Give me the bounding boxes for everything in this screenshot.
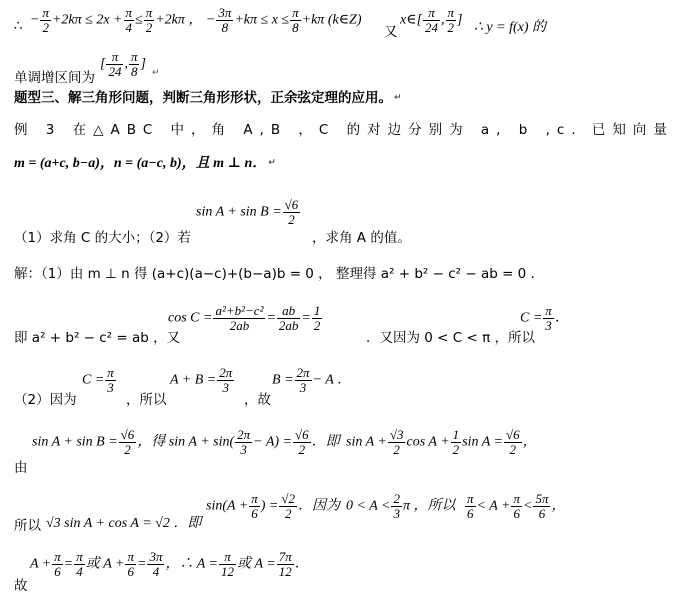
therefore-word: 所以	[14, 518, 41, 534]
hence-word: ，故	[244, 392, 271, 408]
vectors-text: m = (a+c, b−a)，n = (a−c, b)，且 m ⊥ n．	[14, 156, 267, 171]
solution-step-5	[0, 490, 598, 534]
return-mark: ↵	[394, 93, 402, 103]
expanded-sine: sin A + $\frac{√3}{2}$ cos A + $\frac{1}{2}$ sin A = $\frac{√6}{2}$ ，	[346, 427, 537, 457]
example-intro	[14, 118, 674, 138]
also-word: 又	[384, 24, 398, 40]
question-part1: （1）求角 C 的大小；（2）若	[14, 230, 191, 246]
heading-text: 题型三、解三角形问题，判断三角形形状，正余弦定理的应用。	[14, 90, 392, 106]
inequality-expression: − $\frac{\pi}{2}$ +2kπ ≤ 2x + $\frac{\pi}{4}$ ≤ $\frac{\pi}{2}$ +2kπ ， − $\frac{3\pi}{8}$ +kπ ≤ x ≤ $\frac{\pi}{8}$ +kπ (k∈Z)	[30, 5, 362, 35]
x-range: x∈[ $\frac{\pi}{24}$ , $\frac{\pi}{2}$ ]	[400, 5, 463, 35]
sine-shift: sin(A + $\frac{\pi}{6}$ ) = $\frac{√2}{2}$ ．因为	[206, 491, 341, 521]
so-word: ，所以	[126, 392, 167, 408]
question-line	[0, 197, 598, 246]
example-intro-text: 例 3 在△ABC 中，角 A,B ，C 的对边分别为 a, b ,c．已知向量	[14, 122, 674, 138]
section-heading	[14, 86, 598, 106]
solution-step-2	[0, 300, 598, 350]
line-derivation-1	[0, 4, 598, 48]
c-value: C = $\frac{\pi}{3}$	[82, 365, 114, 395]
angle-c-result: C = $\frac{\pi}{3}$ ．	[520, 303, 569, 333]
because-word: （2）因为	[14, 392, 77, 408]
a-range: 0 < A < $\frac{2}{3}$ π ，所以	[346, 491, 456, 521]
b-expression: B = $\frac{2\pi}{3}$ − A ．	[272, 365, 352, 395]
question-equation: sin A + sin B = $\frac{√6}{2}$	[196, 197, 299, 227]
solution-step-6	[0, 548, 598, 592]
interval-value: [ $\frac{\pi}{24}$ , $\frac{\pi}{8}$ ]	[100, 49, 146, 79]
return-mark: ↵	[268, 158, 276, 168]
line-interval	[0, 50, 598, 86]
therefore-symbol: ∴	[14, 18, 23, 34]
cosine-fraction: cos C = $\frac{\text{a²+b²−c²}}{2ab}$ = $\frac{ab}{2ab}$ = $\frac{1}{2}$	[168, 303, 321, 333]
a-plus-b: A + B = $\frac{2\pi}{3}$	[170, 365, 233, 395]
thus-word: 故	[14, 578, 28, 594]
interval-label: 单调增区间为	[14, 70, 95, 86]
question-part2: ，求角 A 的值。	[312, 230, 411, 246]
conclusion-fx: ∴ y = f(x) 的	[474, 20, 546, 35]
solution-s1-text: 解：（1）由 m ⊥ n 得 (a+c)(a−c)+(b−a)b = 0 ， 整理得 a² + b² − c² − ab = 0 ．	[14, 266, 545, 282]
solution-step-4	[0, 424, 598, 476]
solution-s2a: 即 a² + b² − c² = ab ，又	[14, 330, 181, 346]
sum-sine: sin A + sin B = $\frac{√6}{2}$ ，得 sin A + sin( $\frac{2\pi}{3}$ − A) = $\frac{√6}{2}$ ．即	[32, 427, 340, 457]
final-answers: A + $\frac{\pi}{6}$ = $\frac{\pi}{4}$ 或 A + $\frac{\pi}{6}$ = $\frac{3\pi}{4}$ ，∴ A = $\frac{\pi}{12}$ 或 A = $\frac{7\pi}{12}$ ．	[30, 549, 309, 579]
root3-expression: √3 sin A + cos A = √2 ．即	[46, 516, 202, 531]
solution-step-1	[14, 262, 598, 282]
solution-step-3	[0, 362, 598, 408]
from-word: 由	[14, 460, 28, 476]
return-mark: ↵	[152, 68, 160, 78]
shifted-range: $\frac{\pi}{6}$ < A + $\frac{\pi}{6}$ < $\frac{5\pi}{6}$ ，	[467, 491, 566, 521]
example-vectors	[14, 152, 598, 172]
solution-s2c: ．又因为 0 < C < π ，所以	[366, 330, 536, 346]
